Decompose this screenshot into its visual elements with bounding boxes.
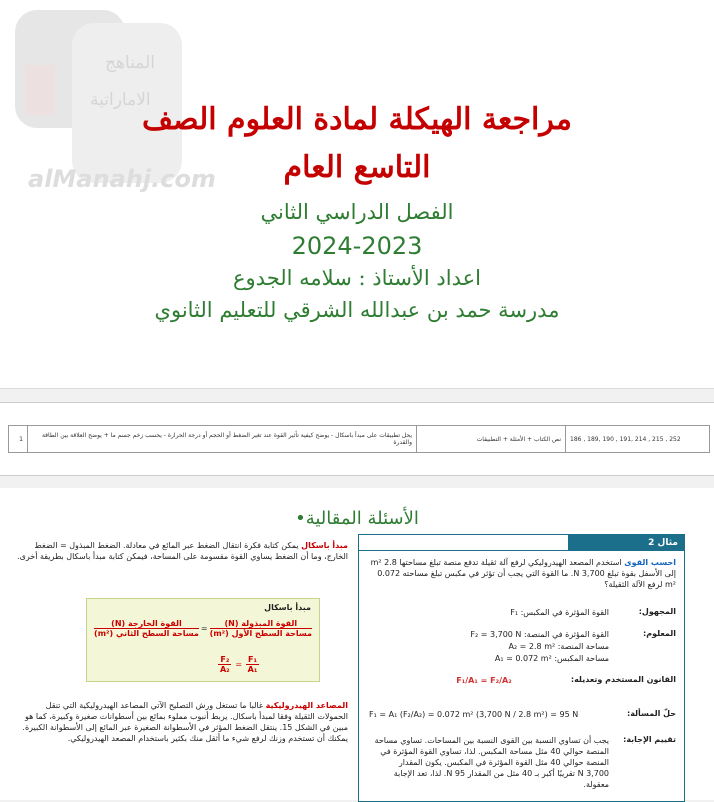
task-heading: احسب القوى bbox=[624, 558, 676, 567]
known-platform-area: مساحة المنصة: A₂ = 2.8 m² bbox=[508, 642, 609, 651]
formula-second bbox=[94, 619, 199, 638]
essay-page bbox=[0, 488, 714, 800]
unknown-label: المجهول: bbox=[638, 607, 676, 616]
formula-numerator: القوة الخارجة (N) bbox=[94, 619, 199, 629]
pascal-paragraph bbox=[13, 540, 348, 562]
unknown-value: القوة المؤثرة في المكبس: F₁ bbox=[510, 608, 609, 617]
cover-teacher: اعداد الأستاذ : سلامه الجدوع bbox=[233, 266, 481, 290]
pascal-text: يمكن كتابة فكرة انتقال الضغط عبر المائع في معادلة. الضغط المبذول = الضغط الخارج، وما أن الضغط يساوي القوة مقسومة على المساحة، فيمكن كتابة مبدأ باسكال بطريقة أخرى. bbox=[17, 541, 348, 561]
structure-table-row bbox=[8, 425, 710, 453]
example-box bbox=[358, 534, 685, 802]
example-task bbox=[366, 557, 676, 590]
pages-cell: 186 , 189, 190 , 191, 214 , 215 , 252 bbox=[565, 426, 709, 452]
watermark-text: المناهج bbox=[105, 53, 155, 73]
formula-first bbox=[210, 619, 312, 638]
structure-page bbox=[0, 402, 714, 476]
formula-denominator: مساحة السطح الثاني (m²) bbox=[94, 629, 199, 638]
solve-label: حلّ المسألة: bbox=[627, 709, 676, 718]
symbol-frac-1 bbox=[246, 655, 259, 674]
task-text: استخدم المصعد الهيدروليكي لرفع آلة ثقيلة تدفع منصة تبلغ مساحتها 2.8 m² إلى الأسفل بقوة تبلغ 3,700 N. ما القوة التي يجب أن تؤثر في مكبس تبلغ مساحته 0.072 m² لرفع الآلة الثقيلة؟ bbox=[370, 558, 676, 589]
cover-semester: الفصل الدراسي الثاني bbox=[260, 200, 454, 224]
hydraulic-text: غالبا ما تستغل ورش التصليح الآتي المصاعد الهيدروليكية التي تنقل الحمولات الثقيلة وفقا لمبدأ باسكال. يربط أنبوب مملوء بمائع بين أسطوانات صغيرة وكبيرة، كما هو مبين في الشكل 15. ينتقل الضغط المؤثر في الأسطوانة الصغيرة عبر المائع إلى الأسطوانة الكبيرة. يمكنك أن تستخدم وزنك لرفع شيء ما أثقل منك بكثير باستخدام المصعد الهيدروليكي. bbox=[22, 701, 348, 743]
symbol: F₂ bbox=[220, 655, 230, 664]
symbol: F₁ bbox=[248, 655, 257, 664]
pascal-formula-box bbox=[86, 598, 320, 682]
known-label: المعلوم: bbox=[643, 629, 676, 638]
cover-title: مراجعة الهيكلة لمادة العلوم الصف bbox=[142, 102, 572, 137]
symbol: A₁ bbox=[247, 665, 258, 674]
solve-equation: F₁ = A₁ (F₂/A₂) = 0.072 m² (3,700 N / 2.8 m²) = 95 N bbox=[369, 710, 579, 719]
formula-denominator: مساحة السطح الأول (m²) bbox=[209, 629, 312, 638]
equals-sign: = bbox=[200, 624, 208, 633]
pascal-heading: مبدأ باسكال bbox=[301, 541, 348, 550]
example-header: مثال 2 bbox=[568, 535, 684, 551]
law-formula: F₁/A₁ = F₂/A₂ bbox=[456, 676, 512, 685]
eval-label: تقييم الإجابة: bbox=[623, 735, 676, 744]
section-title: الأسئلة المقالية• bbox=[295, 508, 419, 529]
known-piston-area: مساحة المكبس: A₁ = 0.072 m² bbox=[494, 654, 609, 663]
description-cell: يحل تطبيقات على مبدأ باسكال - يوضح كيفية تأثير القوة عند تغير الضغط أو الحجم أو درجة الحرارة - يحسب زخم جسم ما + يوضح العلاقة بين الطاقة والقدرة bbox=[27, 426, 416, 452]
number-cell: 1 bbox=[19, 435, 23, 443]
symbol: A₂ bbox=[219, 665, 230, 674]
hydraulic-heading: المصاعد الهيدروليكية bbox=[265, 701, 348, 710]
cover-school: مدرسة حمد بن عبدالله الشرقي للتعليم الثانوي bbox=[154, 298, 560, 322]
divider bbox=[359, 550, 684, 551]
cover-title-grade: التاسع العام bbox=[283, 150, 431, 185]
equals-sign: = bbox=[235, 660, 243, 669]
watermark-text: الاماراتية bbox=[90, 90, 151, 110]
pascal-box-title: مبدأ باسكال bbox=[264, 603, 311, 612]
formula-numerator: القوة المبذولة (N) bbox=[210, 619, 312, 629]
watermark-url: alManahj.com bbox=[28, 165, 216, 193]
known-force: القوة المؤثرة في المنصة: F₂ = 3,700 N bbox=[470, 630, 609, 639]
cover-year: 2024-2023 bbox=[291, 232, 423, 260]
hydraulic-paragraph bbox=[13, 700, 348, 744]
pascal-formula-words bbox=[93, 619, 313, 638]
law-label: القانون المستخدم وتعديله: bbox=[570, 675, 676, 684]
pascal-section bbox=[8, 540, 348, 800]
book-cell: نص الكتاب + الأمثلة + التطبيقات bbox=[416, 426, 565, 452]
cover-page bbox=[0, 0, 714, 389]
pascal-formula-symbols bbox=[218, 655, 259, 674]
eval-text: يجب أن تساوي النسبة بين القوى النسبة بين المساحات. تساوي مساحة المنصة حوالي 40 مثل مساحة المكبس. لذا، تساوي القوة المؤثرة في المنصة حوالي 40 مثل القوة المؤثرة في المكبس. يكون المقدار 3,700 N تقريبًا أكبر بـ 40 مثل من المقدار 95 N. لذا، تعد الإجابة معقولة. bbox=[374, 736, 609, 789]
symbol-frac-2 bbox=[218, 655, 231, 674]
